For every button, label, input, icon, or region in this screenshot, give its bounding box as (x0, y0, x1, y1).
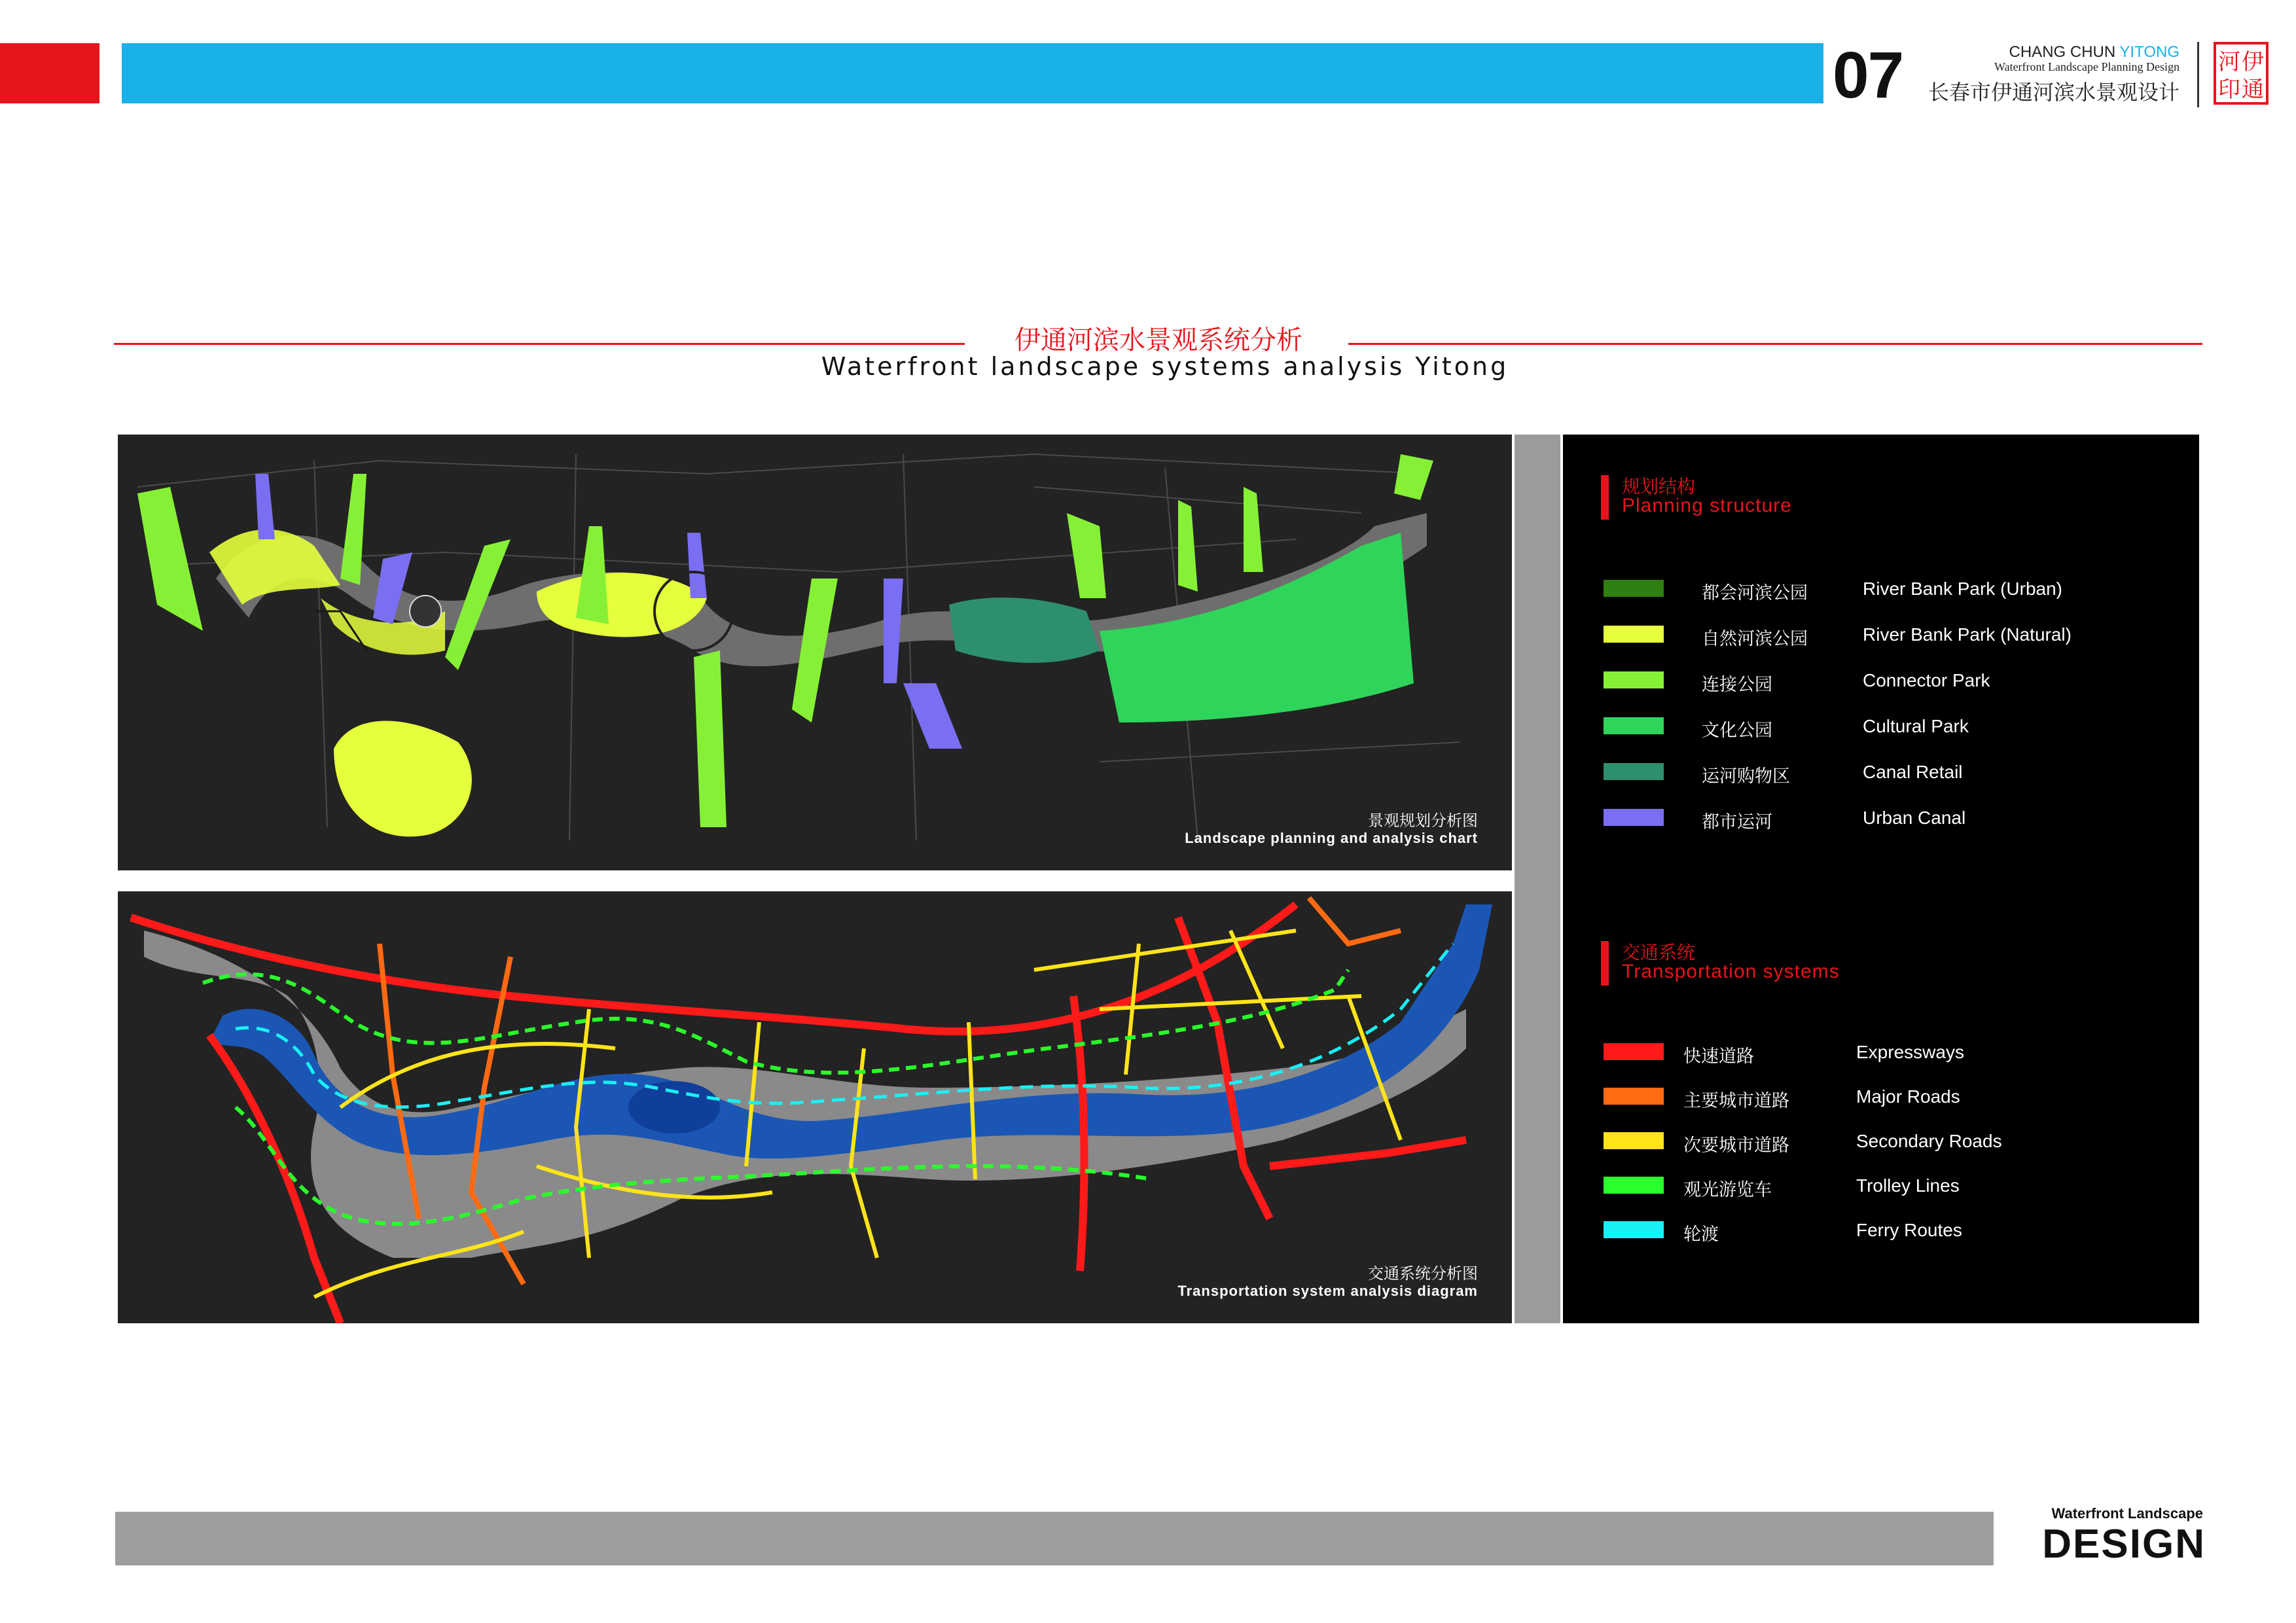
swatch (1604, 626, 1664, 643)
header-red-block (0, 43, 99, 103)
footer-tagline: Waterfront Landscape (2051, 1505, 2203, 1522)
legend-label-cn: 都市运河 (1702, 812, 1772, 832)
legend-label-en: Secondary Roads (1856, 1131, 2002, 1151)
swatch (1604, 1088, 1664, 1105)
title-rule-right (1348, 343, 2202, 345)
legend-item (1604, 713, 2179, 740)
section-title-cn: 伊通河滨水景观系统分析 (1014, 325, 1302, 355)
legend-label-en: Canal Retail (1863, 762, 1963, 782)
seal-char: 河 (2218, 49, 2240, 75)
swatch (1604, 717, 1664, 734)
legend-item (1604, 1173, 2179, 1199)
landscape-planning-map (118, 435, 1512, 870)
planning-heading-cn: 规划结构 (1622, 476, 1696, 497)
legend-item (1604, 1084, 2179, 1110)
footer-design-word: DESIGN (2042, 1522, 2206, 1567)
legend-label-en: Expressways (1856, 1042, 1964, 1062)
seal-char: 伊 (2242, 49, 2264, 75)
legend-label-en: Cultural Park (1863, 716, 1969, 736)
legend-label-cn: 观光游览车 (1683, 1180, 1772, 1200)
footer-bar (115, 1512, 1994, 1565)
legend-label-cn: 连接公园 (1702, 675, 1772, 695)
page-number: 07 (1833, 39, 1903, 112)
swatch (1604, 580, 1664, 597)
legend-label-en: Ferry Routes (1856, 1220, 1962, 1240)
swatch (1604, 1177, 1664, 1194)
transport-heading-cn: 交通系统 (1622, 942, 1696, 963)
transport-map-drawing (118, 891, 1512, 1323)
brand-subtitle: Waterfront Landscape Planning Design (1994, 60, 2179, 73)
legend-label-en: River Bank Park (Urban) (1863, 579, 2062, 599)
legend-label-en: River Bank Park (Natural) (1863, 624, 2072, 645)
legend-label-cn: 自然河滨公园 (1702, 629, 1808, 649)
planning-heading-en: Planning structure (1622, 495, 1792, 516)
legend-label-cn: 运河购物区 (1702, 766, 1790, 787)
brand-accent: YITONG (2119, 43, 2179, 61)
title-rule-left (114, 343, 965, 345)
divider-strip (1515, 435, 1560, 1323)
header-divider (2197, 42, 2199, 107)
legend-label-cn: 次要城市道路 (1683, 1135, 1789, 1156)
legend-label-en: Trolley Lines (1856, 1175, 1960, 1196)
header-blue-bar (122, 43, 1823, 103)
legend-item (1604, 805, 2179, 831)
section-title-en: Waterfront landscape systems analysis Yitong (821, 352, 1509, 381)
swatch (1604, 809, 1664, 826)
landscape-caption-en: Landscape planning and analysis chart (1185, 830, 1478, 846)
legend-label-en: Connector Park (1863, 670, 1990, 690)
transport-caption-cn: 交通系统分析图 (1368, 1264, 1478, 1283)
legend-item (1604, 622, 2179, 648)
brand-title-en (1931, 43, 2179, 62)
legend-item (1604, 759, 2179, 785)
legend-panel (1563, 435, 2199, 1323)
brand-title-cn: 长春市伊通河滨水景观设计 (1928, 80, 2179, 105)
swatch (1604, 1221, 1664, 1238)
swatch (1604, 1132, 1664, 1149)
legend-label-cn: 轮渡 (1683, 1224, 1719, 1245)
legend-label-cn: 都会河滨公园 (1702, 583, 1808, 603)
brand-prefix: CHANG CHUN (2009, 43, 2120, 61)
seal-char: 印 (2218, 77, 2240, 103)
legend-item (1604, 576, 2179, 602)
legend-label-cn: 主要城市道路 (1683, 1091, 1789, 1111)
legend-label-en: Urban Canal (1863, 808, 1966, 828)
legend-label-en: Major Roads (1856, 1086, 1960, 1107)
legend-label-cn: 文化公园 (1702, 721, 1772, 741)
legend-item (1604, 1128, 2179, 1154)
transport-heading-en: Transportation systems (1622, 961, 1840, 982)
legend-heading-marker (1601, 475, 1609, 520)
legend-item (1604, 668, 2179, 694)
legend-item (1604, 1217, 2179, 1243)
legend-label-cn: 快速道路 (1683, 1046, 1754, 1067)
legend-heading-marker (1601, 941, 1609, 986)
seal-logo (2212, 41, 2270, 106)
legend-item (1604, 1039, 2179, 1065)
seal-char: 通 (2242, 77, 2264, 103)
swatch (1604, 763, 1664, 780)
transport-caption-en: Transportation system analysis diagram (1177, 1283, 1478, 1299)
landscape-caption-cn: 景观规划分析图 (1368, 812, 1478, 830)
swatch (1604, 671, 1664, 688)
landscape-map-drawing (118, 435, 1512, 870)
transportation-map (118, 891, 1512, 1323)
swatch (1604, 1043, 1664, 1060)
